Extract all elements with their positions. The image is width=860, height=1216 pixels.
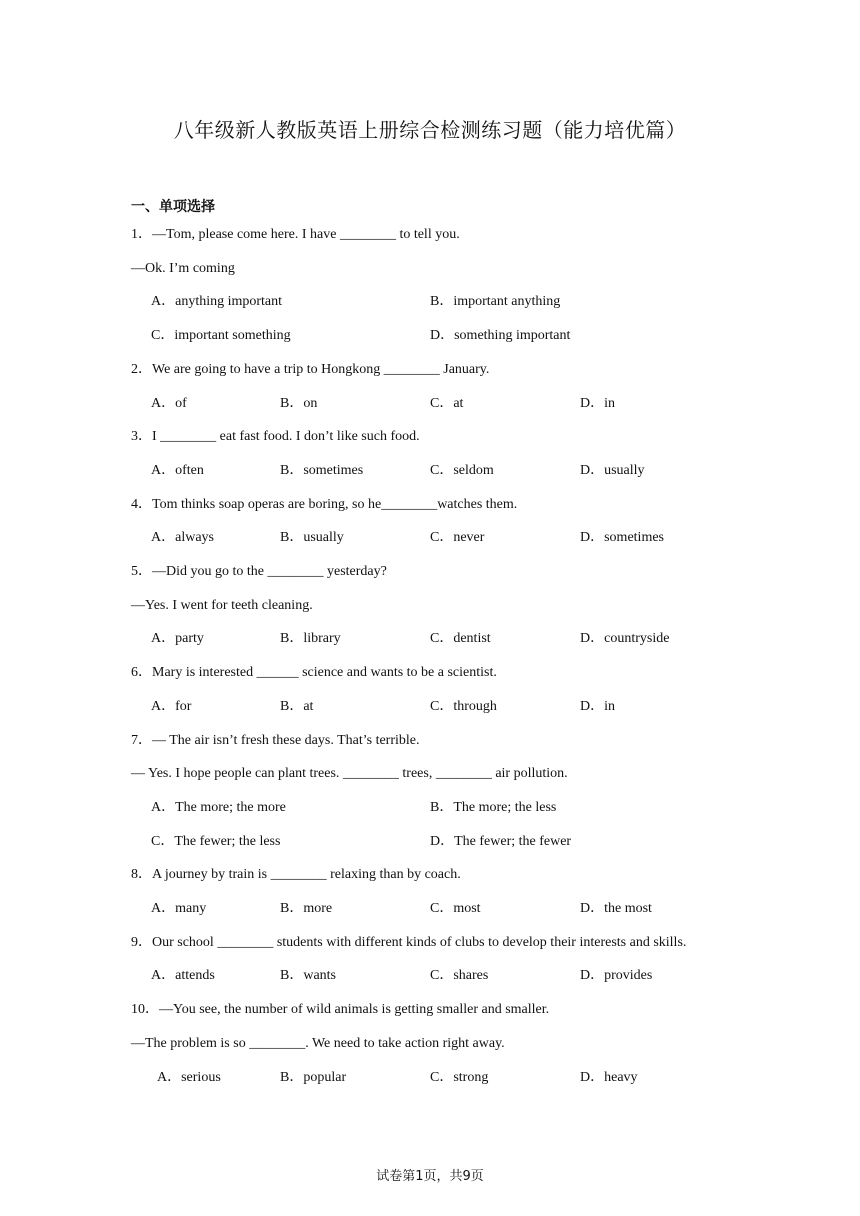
question-dialogue-line: — Yes. I hope people can plant trees. ________ trees, ________ air pollution. bbox=[131, 766, 568, 782]
answer-option: C．dentist bbox=[430, 631, 491, 647]
answer-option: A．serious bbox=[157, 1069, 221, 1085]
question-stem: 8．A journey by train is ________ relaxing than by coach. bbox=[131, 867, 461, 883]
answer-option: C．The fewer; the less bbox=[151, 833, 281, 849]
answer-option: A．always bbox=[151, 530, 214, 546]
answer-option: A．party bbox=[151, 631, 204, 647]
question-dialogue-line: —Ok. I’m coming bbox=[131, 260, 235, 276]
answer-option: C．important something bbox=[151, 328, 291, 344]
page-footer: 试卷第1页，共9页 bbox=[376, 1169, 484, 1184]
answer-option: D．provides bbox=[580, 968, 653, 984]
answer-option: B．usually bbox=[280, 530, 344, 546]
answer-option: B．library bbox=[280, 631, 341, 647]
question-stem: 2．We are going to have a trip to Hongkong ________ January. bbox=[131, 361, 490, 377]
answer-option: D．countryside bbox=[580, 631, 670, 647]
question-stem: 4．Tom thinks soap operas are boring, so he________watches them. bbox=[131, 496, 518, 512]
answer-option: C．at bbox=[430, 395, 464, 411]
answer-option: D．in bbox=[580, 698, 615, 714]
answer-option: B．popular bbox=[280, 1069, 347, 1085]
answer-option: D．something important bbox=[430, 328, 571, 344]
answer-option: B．wants bbox=[280, 968, 336, 984]
answer-option: C．shares bbox=[430, 968, 489, 984]
answer-option: A．anything important bbox=[151, 294, 283, 310]
question-stem: 6．Mary is interested ______ science and wants to be a scientist. bbox=[131, 665, 497, 681]
question-stem: 10．—You see, the number of wild animals is getting smaller and smaller. bbox=[131, 1002, 550, 1018]
answer-option: D．heavy bbox=[580, 1069, 638, 1085]
answer-option: D．the most bbox=[580, 901, 652, 916]
question-dialogue-line: —Yes. I went for teeth cleaning. bbox=[131, 597, 313, 613]
answer-option: D．in bbox=[580, 395, 615, 411]
answer-option: B．more bbox=[280, 901, 333, 916]
answer-option: B．sometimes bbox=[280, 462, 364, 478]
answer-option: C．through bbox=[430, 698, 497, 714]
answer-option: C．never bbox=[430, 530, 485, 546]
answer-option: D．sometimes bbox=[580, 530, 664, 546]
answer-option: B．The more; the less bbox=[430, 799, 557, 815]
answer-option: A．attends bbox=[151, 968, 215, 984]
answer-option: D．The fewer; the fewer bbox=[430, 833, 572, 849]
question-dialogue-line: —The problem is so ________. We need to take action right away. bbox=[131, 1035, 505, 1051]
answer-option: C．most bbox=[430, 901, 481, 916]
answer-option: A．for bbox=[151, 698, 192, 714]
question-stem: 9．Our school ________ students with different kinds of clubs to develop their interests and skills. bbox=[131, 934, 687, 950]
answer-option: D．usually bbox=[580, 462, 645, 478]
page-title: 八年级新人教版英语上册综合检测练习题（能力培优篇） bbox=[173, 118, 687, 142]
question-stem: 1．—Tom, please come here. I have ________ to tell you. bbox=[131, 227, 460, 242]
question-stem: 7．— The air isn’t fresh these days. That’s terrible. bbox=[131, 732, 420, 748]
answer-option: B．at bbox=[280, 698, 314, 714]
question-stem: 5．—Did you go to the ________ yesterday? bbox=[131, 564, 387, 579]
answer-option: A．The more; the more bbox=[151, 799, 286, 815]
answer-option: B．on bbox=[280, 395, 318, 411]
section-heading: 一、单项选择 bbox=[131, 199, 215, 215]
answer-option: A．of bbox=[151, 395, 187, 411]
answer-option: C．seldom bbox=[430, 462, 494, 478]
answer-option: A．many bbox=[151, 901, 207, 916]
answer-option: C．strong bbox=[430, 1069, 489, 1085]
answer-option: B．important anything bbox=[430, 294, 561, 310]
answer-option: A．often bbox=[151, 462, 204, 478]
question-stem: 3．I ________ eat fast food. I don’t like such food. bbox=[131, 429, 420, 445]
